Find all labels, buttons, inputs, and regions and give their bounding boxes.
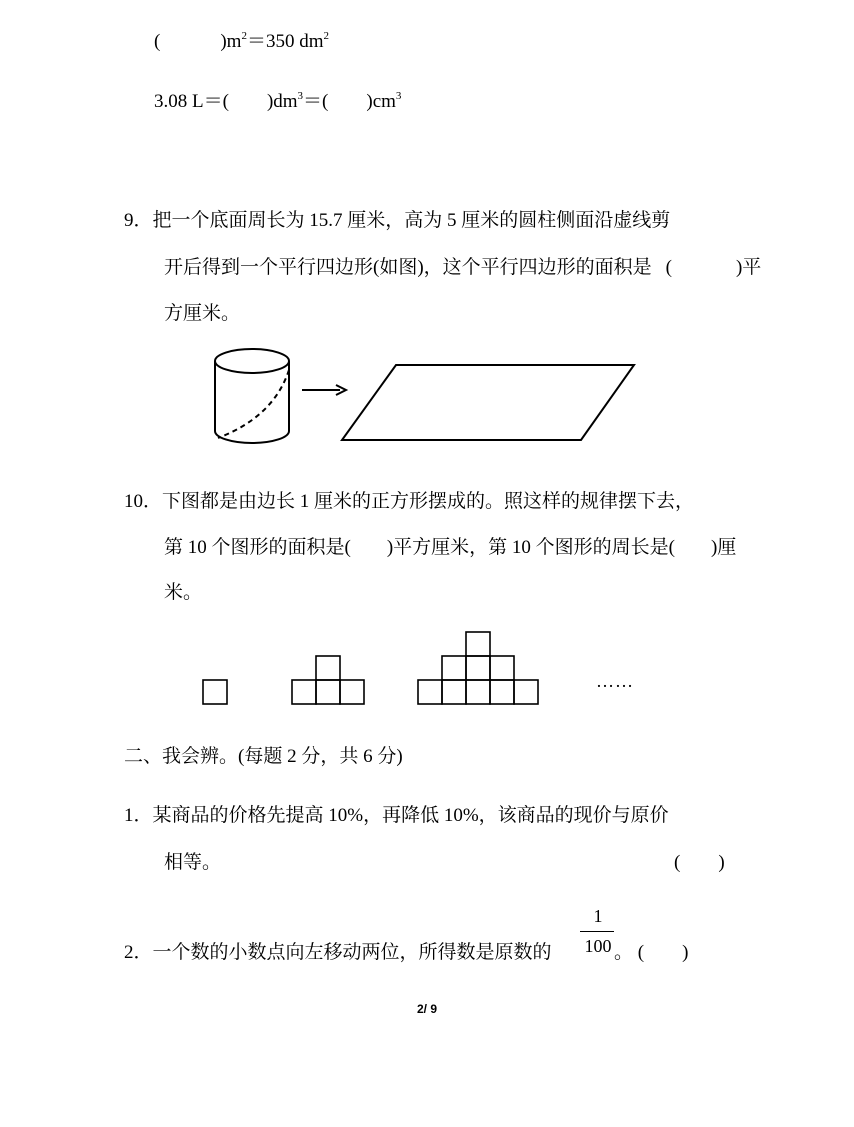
square-figure-3 <box>418 632 538 704</box>
s2-q1-line-1: 1．某商品的价格先提高 10%，再降低 10%，该商品的现价与原价 <box>124 805 669 826</box>
section-heading: 二、我会辨。(每题 2 分，共 6 分) <box>124 746 403 767</box>
page-number: 2/ 9 <box>416 1002 437 1016</box>
exponent: 2 <box>323 30 329 42</box>
unit-square <box>418 680 442 704</box>
q10-line-3: 米。 <box>164 582 203 603</box>
paren-open: ( <box>154 31 161 52</box>
square-figure-1 <box>203 680 227 704</box>
q9-text: 开后得到一个平行四边形(如图)，这个平行四边形的面积是 <box>164 257 652 278</box>
fraction-numerator: 1 <box>593 906 603 926</box>
unit-square <box>316 656 340 680</box>
unit-square <box>340 680 364 704</box>
q10-line-1: 10．下图都是由边长 1 厘米的正方形摆成的。照这样的规律摆下去， <box>124 491 695 512</box>
paren-open: ( <box>665 257 672 278</box>
parallelogram-figure <box>336 358 641 448</box>
fraction-denominator: 100 <box>584 936 612 956</box>
q10-line-2 <box>164 538 736 557</box>
s2-q2-tail: 。 ( ) <box>614 942 689 963</box>
unit-square <box>292 680 316 704</box>
q9-unit: )平 <box>735 257 762 278</box>
unit-square <box>442 656 466 680</box>
unit-m: )m <box>220 31 242 52</box>
unit-square <box>466 632 490 656</box>
cylinder-top <box>215 349 289 373</box>
s2-q2-text: 2．一个数的小数点向左移动两位，所得数是原数的 <box>124 942 552 963</box>
conversion-line-1 <box>154 32 329 51</box>
cylinder-figure <box>210 342 300 452</box>
q9-line-1: 9．把一个底面周长为 15.7 厘米，高为 5 厘米的圆柱侧面沿虚线剪 <box>124 210 671 231</box>
exponent: 2 <box>241 30 247 42</box>
unit-square <box>490 680 514 704</box>
unit-square <box>490 656 514 680</box>
square-pattern-figures <box>195 628 595 712</box>
q10-text-b: )平方厘米，第 10 个图形的周长是( <box>386 537 675 558</box>
q9-line-2 <box>164 258 761 277</box>
unit-dm: )dm <box>266 91 298 112</box>
unit-square <box>514 680 538 704</box>
ellipsis: …… <box>596 671 634 691</box>
q10-unit: )厘 <box>710 537 737 558</box>
fraction-bar <box>580 931 614 932</box>
unit-cm: )cm <box>366 91 396 112</box>
square-figure-2 <box>292 656 364 704</box>
unit-square <box>442 680 466 704</box>
equation-lhs: 3.08 L＝( <box>154 91 229 112</box>
cylinder-bottom <box>215 431 289 443</box>
exponent: 3 <box>395 90 402 102</box>
unit-square <box>316 680 340 704</box>
q9-line-3: 方厘米。 <box>164 303 241 324</box>
equals-paren: ＝( <box>303 91 329 112</box>
conversion-line-2 <box>154 92 401 111</box>
unit-square <box>466 680 490 704</box>
exponent: 3 <box>297 90 304 102</box>
cylinder-cut-line <box>218 370 289 438</box>
q10-text-a: 第 10 个图形的面积是( <box>164 537 351 558</box>
answer-paren: ( ) <box>674 852 725 873</box>
unit-square <box>203 680 227 704</box>
s2-q1-line-2: 相等。 <box>164 852 222 873</box>
equation-rhs: ＝350 dm <box>246 31 324 52</box>
unit-square <box>466 656 490 680</box>
